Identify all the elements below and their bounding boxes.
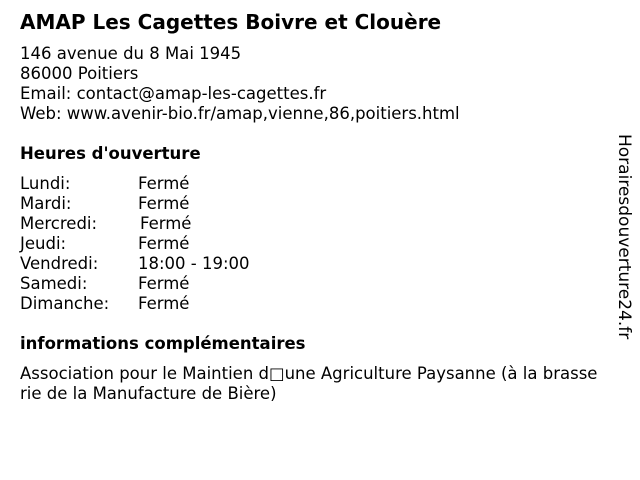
day-hours: Fermé (140, 214, 192, 233)
day-label: Samedi: (20, 274, 88, 293)
info-line: Association pour le Maintien d□une Agriculture Paysanne (à la brasse (20, 364, 598, 383)
day-label: Jeudi: (20, 234, 67, 253)
email-line: Email: contact@amap-les-cagettes.fr (20, 84, 327, 103)
day-hours: Fermé (138, 274, 190, 293)
day-hours: Fermé (138, 174, 190, 193)
day-hours: 18:00 - 19:00 (138, 254, 250, 273)
day-hours: Fermé (138, 234, 190, 253)
info-line: rie de la Manufacture de Bière) (20, 384, 277, 403)
watermark-text: Horairesdouverture24.fr (614, 134, 634, 340)
day-label: Mercredi: (20, 214, 98, 233)
address-street: 146 avenue du 8 Mai 1945 (20, 44, 242, 63)
opening-hours-heading: Heures d'ouverture (20, 144, 201, 163)
day-hours: Fermé (138, 194, 190, 213)
day-label: Dimanche: (20, 294, 110, 313)
web-line: Web: www.avenir-bio.fr/amap,vienne,86,poitiers.html (20, 104, 460, 123)
additional-info-heading: informations complémentaires (20, 334, 306, 353)
additional-info-text (20, 364, 632, 404)
day-hours: Fermé (138, 294, 190, 313)
business-name: AMAP Les Cagettes Boivre et Clouère (20, 10, 442, 34)
day-label: Mardi: (20, 194, 72, 213)
address-city: 86000 Poitiers (20, 64, 139, 83)
business-address-block (20, 44, 460, 124)
day-label: Vendredi: (20, 254, 99, 273)
site-watermark (612, 134, 636, 344)
day-label: Lundi: (20, 174, 71, 193)
